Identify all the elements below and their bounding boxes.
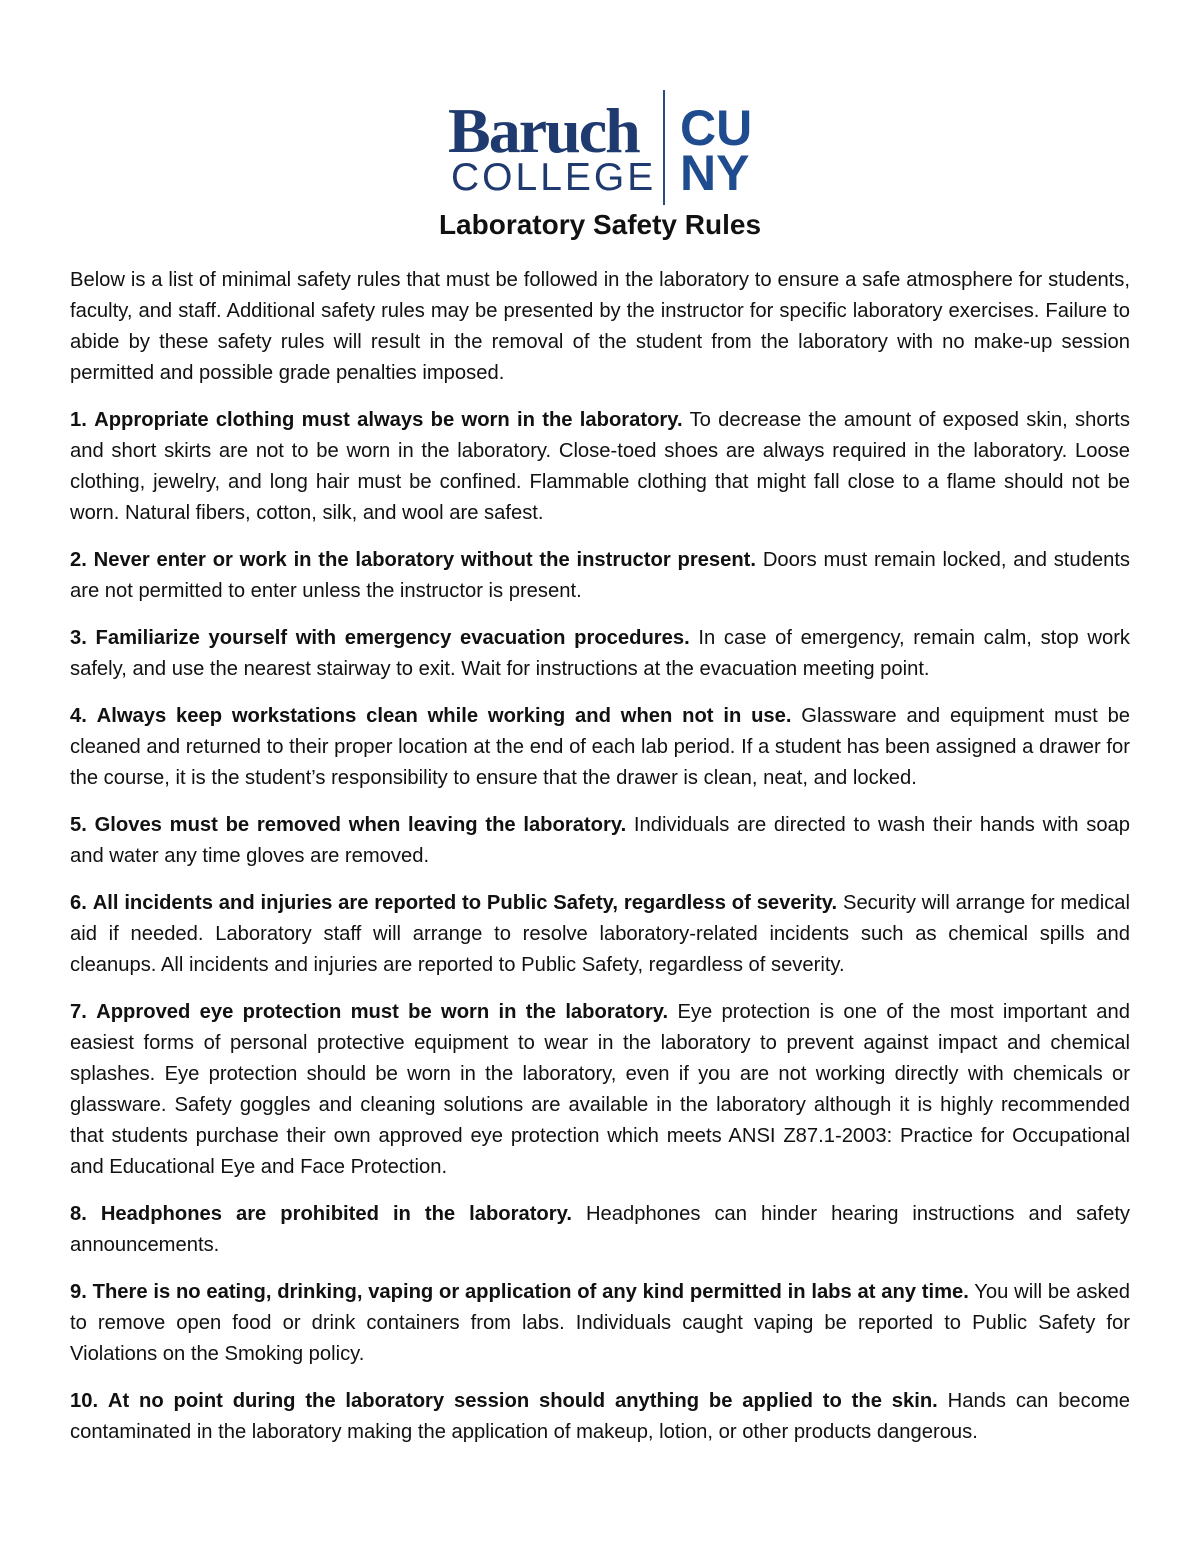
logo-ny-text: NY (680, 145, 750, 201)
page-title: Laboratory Safety Rules (438, 209, 762, 240)
rule-item (70, 545, 1130, 607)
logo-college-text: COLLEGE (451, 156, 657, 199)
rule-heading: All incidents and injuries are reported to Public Safety, regardless of severity. (92, 892, 838, 914)
rule-body: To decrease the amount of exposed skin, shorts and short skirts are not to be worn in the laboratory. Close-toed shoes are always required in the laboratory. Loose clothing, jewelry, and long hair must be confined. Flammable clothing that might fall close to a flame should not be worn. Natural fibers, cotton, silk, and wool are safest. (70, 409, 1131, 524)
rule-body: In case of emergency, remain calm, stop work safely, and use the nearest stairway to exit. Wait for instructions at the evacuation meeting point. (70, 627, 1131, 680)
rule-heading: Never enter or work in the laboratory without the instructor present. (93, 549, 757, 571)
baruch-cuny-logo (448, 90, 768, 208)
rule-body: Eye protection is one of the most important and easiest forms of personal protective equipment to wear in the laboratory to prevent against impact and chemical splashes. Eye protection should be worn in the laboratory, even if you are not working directly with chemicals or glassware. Safety goggles and cleaning solutions are available in the laboratory although it is highly recommended that students purchase their own approved eye protection which meets ANSI Z87.1-2003: Practice for Occupational and Educational Eye and Face Protection. (70, 1001, 1130, 1178)
rule-body: Glassware and equipment must be cleaned and returned to their proper location at the end of each lab period. If a student has been assigned a drawer for the course, it is the student’s responsibility to ensure that the drawer is clean, neat, and locked. (70, 705, 1131, 789)
logo-baruch-text: Baruch (448, 95, 639, 166)
rule-item (70, 405, 1130, 529)
rule-number: 2. (70, 549, 87, 571)
intro-paragraph: Below is a list of minimal safety rules that must be followed in the laboratory to ensure a safe atmosphere for students, faculty, and staff. Additional safety rules may be presented by the instructor for specific laboratory exercises. Failure to abide by these safety rules will result in the removal of the student from the laboratory with no make-up session permitted and possible grade penalties imposed. (70, 269, 1130, 384)
rule-body: Individuals are directed to wash their hands with soap and water any time gloves are removed. (70, 814, 1131, 867)
rule-body: Doors must remain locked, and students are not permitted to enter unless the instructor is present. (70, 549, 1131, 602)
rule-heading: There is no eating, drinking, vaping or application of any kind permitted in labs at any time. (92, 1281, 969, 1303)
rule-heading: At no point during the laboratory session should anything be applied to the skin. (107, 1390, 938, 1412)
rule-body: Security will arrange for medical aid if needed. Laboratory staff will arrange to resolve laboratory-related incidents such as chemical spills and cleanups. All incidents and injuries are reported to Public Safety, regardless of severity. (70, 892, 1130, 976)
logo-divider (663, 90, 665, 205)
rule-number: 7. (70, 1001, 87, 1023)
rule-heading: Appropriate clothing must always be worn in the laboratory. (94, 409, 683, 431)
rule-number: 9. (70, 1281, 87, 1303)
rule-item (70, 623, 1130, 685)
rule-item (70, 888, 1130, 981)
rule-body: You will be asked to remove open food or drink containers from labs. Individuals caught vaping be reported to Public Safety for Violations on the Smoking policy. (70, 1281, 1131, 1365)
rule-heading: Familiarize yourself with emergency evacuation procedures. (95, 627, 690, 649)
rule-item (70, 1199, 1130, 1261)
rule-heading: Always keep workstations clean while working and when not in use. (96, 705, 792, 727)
rule-body: Hands can become contaminated in the laboratory making the application of makeup, lotion, or other products dangerous. (70, 1390, 1131, 1443)
rule-number: 8. (70, 1203, 87, 1225)
rule-number: 3. (70, 627, 87, 649)
rule-item (70, 1386, 1130, 1448)
rule-item (70, 701, 1130, 794)
rule-heading: Headphones are prohibited in the laboratory. (100, 1203, 572, 1225)
rule-heading: Gloves must be removed when leaving the laboratory. (94, 814, 627, 836)
rule-number: 6. (70, 892, 87, 914)
rule-number: 5. (70, 814, 87, 836)
rule-item (70, 1277, 1130, 1370)
rule-item (70, 810, 1130, 872)
rule-number: 4. (70, 705, 87, 727)
rule-heading: Approved eye protection must be worn in the laboratory. (96, 1001, 669, 1023)
rule-body: Headphones can hinder hearing instructions and safety announcements. (70, 1203, 1131, 1256)
logo-cu-text: CU (680, 100, 753, 156)
document-body (70, 265, 1130, 1464)
rule-number: 10. (70, 1390, 99, 1412)
rule-item (70, 997, 1130, 1183)
rule-number: 1. (70, 409, 87, 431)
logo-graphic (448, 90, 768, 208)
